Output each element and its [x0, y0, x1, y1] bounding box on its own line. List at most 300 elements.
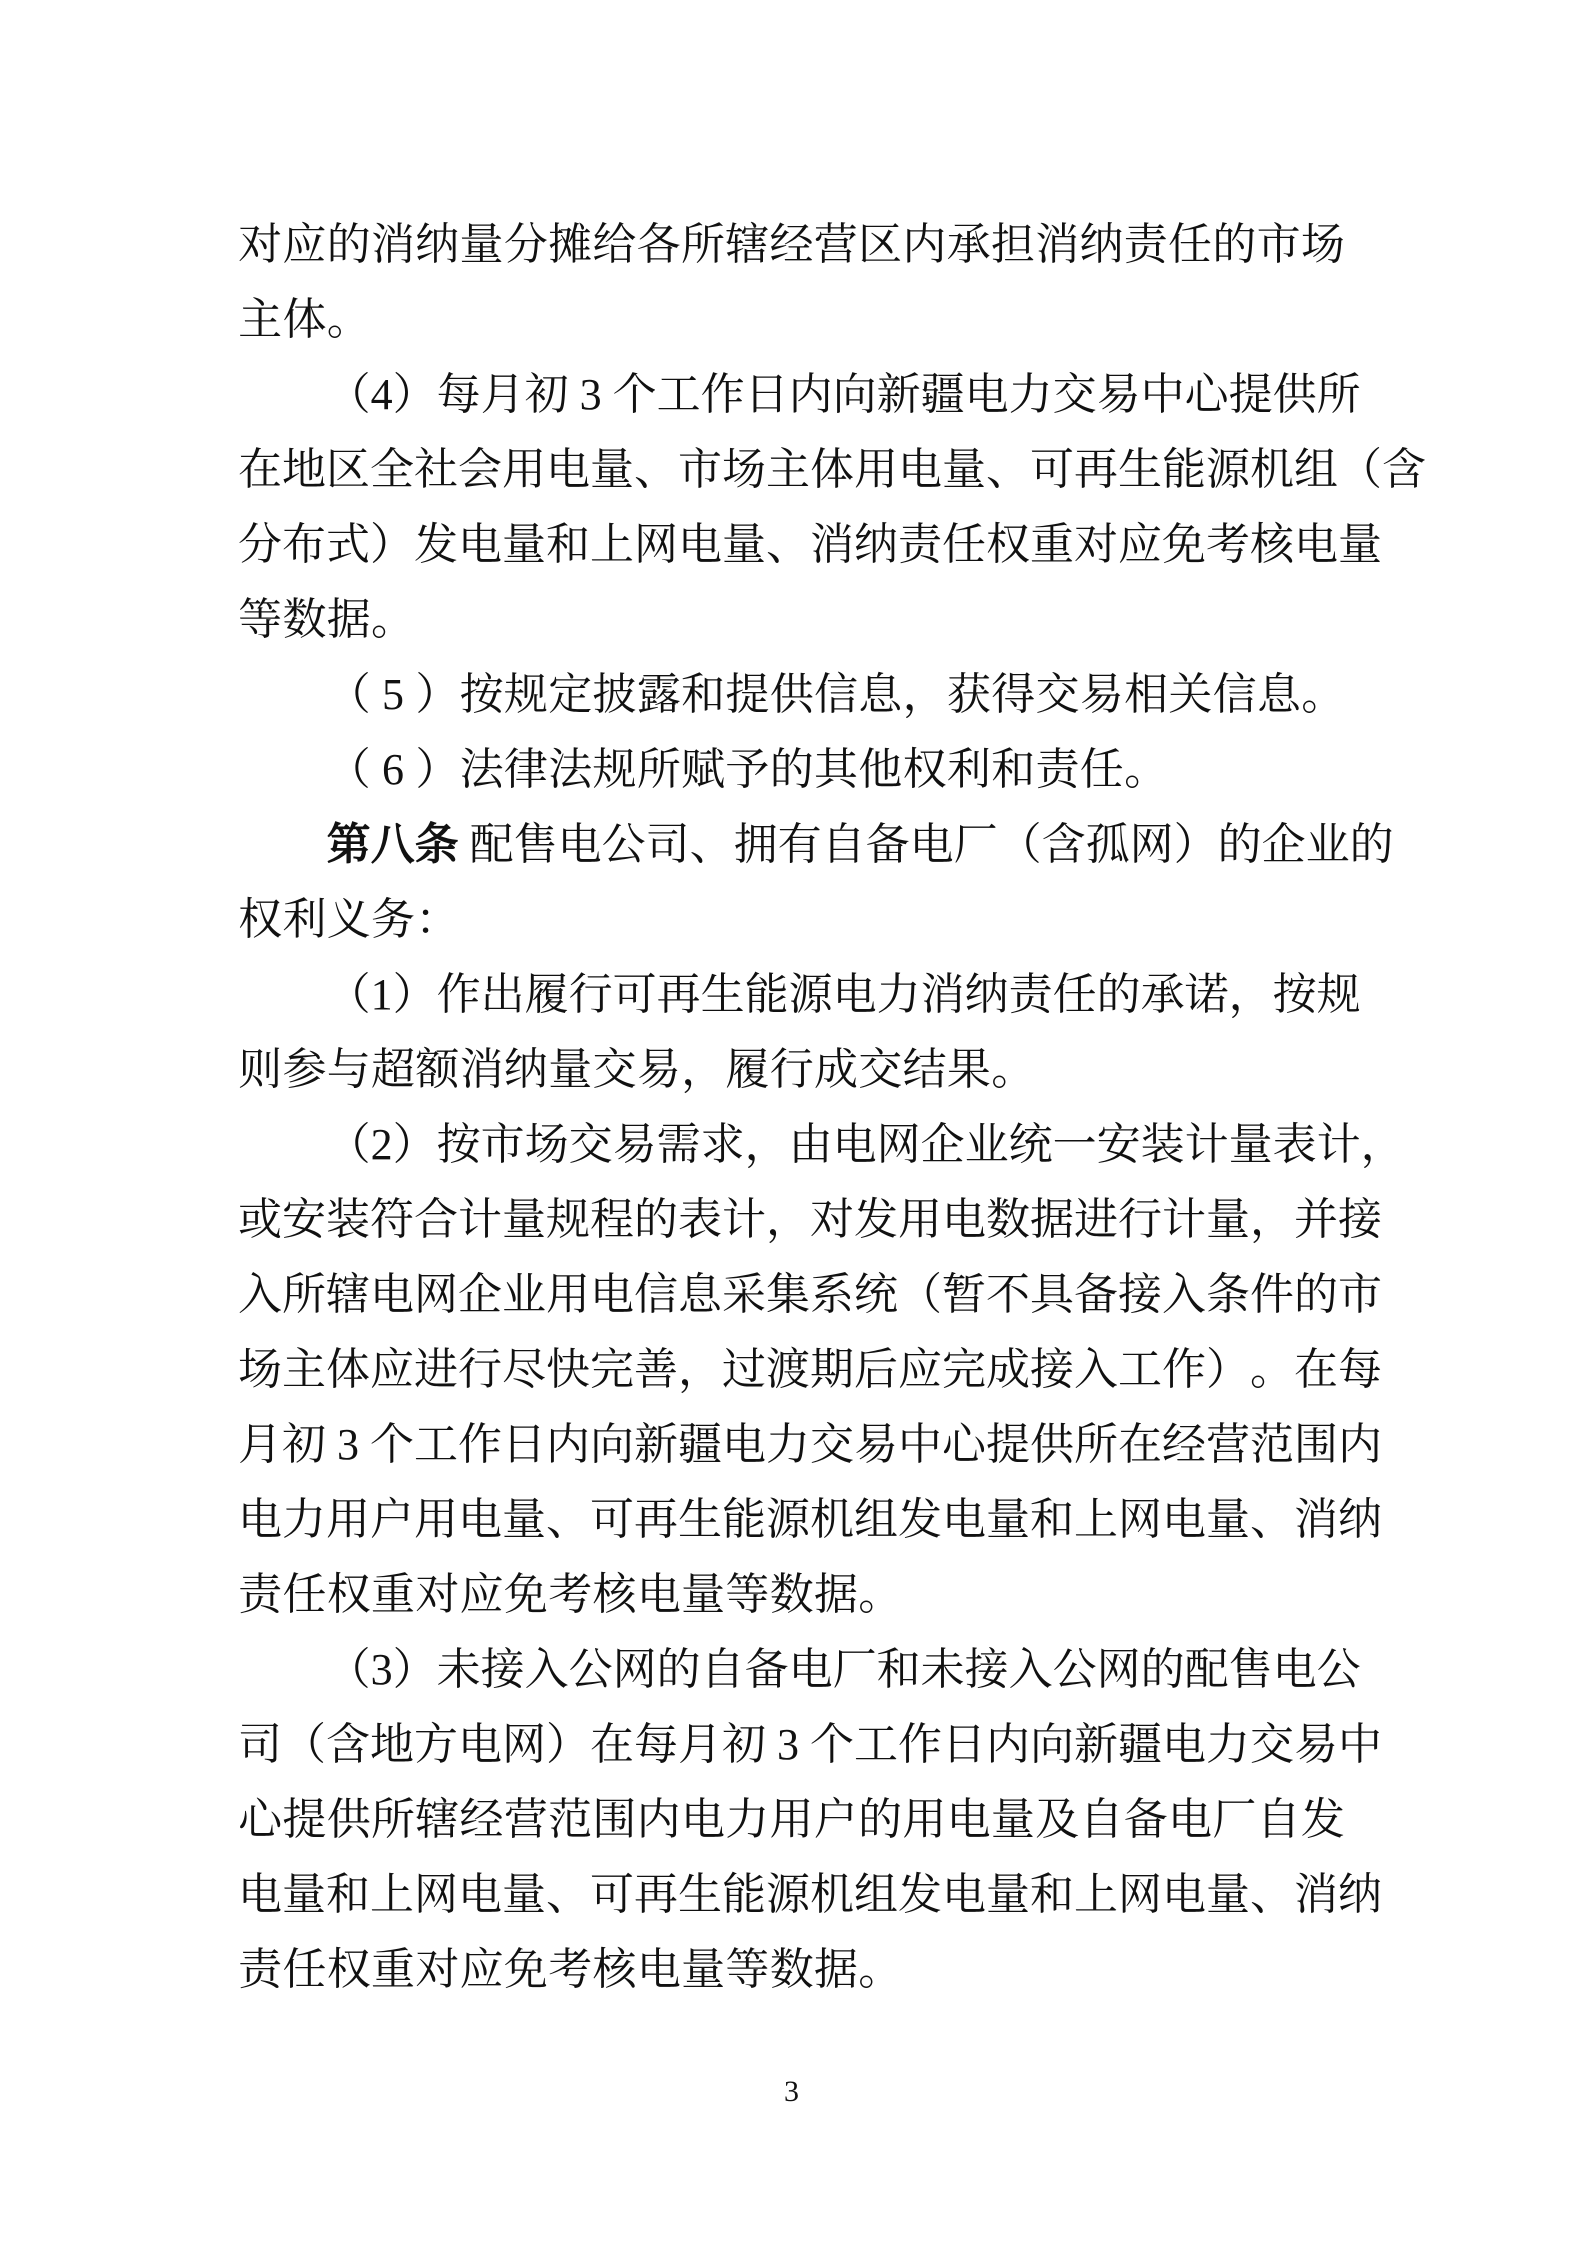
character: 再 — [634, 1495, 678, 1544]
character: 息 — [678, 1270, 722, 1319]
character: 有 — [777, 820, 822, 869]
character: 数 — [769, 1945, 814, 1994]
character: 行 — [769, 1045, 814, 1094]
character: 程 — [590, 1195, 634, 1244]
character: 和 — [991, 745, 1036, 794]
character: 含 — [1382, 445, 1426, 494]
character: 进 — [414, 1345, 458, 1394]
character: 分 — [238, 520, 282, 569]
character: 权 — [902, 745, 947, 794]
character: ） — [546, 1720, 590, 1769]
character: 公 — [601, 820, 646, 869]
character: 。 — [991, 1045, 1036, 1094]
character: 一 — [1052, 1120, 1097, 1169]
text-line — [238, 432, 1426, 507]
character: 自 — [821, 820, 866, 869]
character: 与 — [326, 1045, 371, 1094]
character: 可 — [1030, 445, 1074, 494]
character: 量 — [681, 1570, 726, 1619]
character: 力 — [1206, 1720, 1250, 1769]
character: 消 — [459, 1045, 504, 1094]
character: 息 — [1256, 670, 1301, 719]
character: 场 — [1300, 220, 1345, 269]
character: 力 — [876, 970, 921, 1019]
character: 法 — [459, 745, 504, 794]
character: 按 — [459, 670, 504, 719]
character: 计 — [458, 1195, 502, 1244]
character: 量 — [986, 1870, 1030, 1919]
character: 暂 — [942, 1270, 986, 1319]
text-line — [238, 507, 1382, 582]
character: 核 — [1250, 520, 1294, 569]
character: ） — [370, 520, 414, 569]
character: 6 — [382, 745, 405, 794]
character: 电 — [946, 1795, 991, 1844]
character: 经 — [1162, 1420, 1206, 1469]
character: 电 — [788, 1645, 833, 1694]
character: 应 — [1118, 520, 1162, 569]
character: 式 — [326, 520, 370, 569]
character: 。 — [858, 1945, 903, 1994]
character: 未 — [920, 1645, 965, 1694]
page-number-footer: 3 — [784, 2075, 799, 2108]
character: 作 — [700, 370, 745, 419]
character: 承 — [946, 220, 991, 269]
character: 纳 — [1338, 1870, 1382, 1919]
character: （ — [282, 1720, 326, 1769]
character: 上 — [1074, 1870, 1118, 1919]
character: ： — [415, 895, 460, 944]
character: 易 — [1096, 370, 1141, 419]
character: 获 — [946, 670, 991, 719]
character: 、 — [1250, 1870, 1294, 1919]
character: 工 — [854, 1720, 898, 1769]
character: 再 — [656, 970, 701, 1019]
character: 对 — [1074, 520, 1118, 569]
character: 3 — [777, 1720, 799, 1769]
character: 所 — [370, 1795, 415, 1844]
character: 权 — [238, 895, 283, 944]
character: 每 — [1338, 1345, 1382, 1394]
character: 权 — [986, 520, 1030, 569]
text-line — [238, 1482, 1382, 1557]
character: 市 — [480, 1120, 525, 1169]
character: 接 — [1338, 1195, 1382, 1244]
character: ， — [902, 670, 947, 719]
character: 用 — [902, 1795, 947, 1844]
character — [459, 807, 470, 882]
character: 网 — [876, 1120, 921, 1169]
character: 3 — [337, 1420, 359, 1469]
character: 内 — [1338, 1420, 1382, 1469]
character: 交 — [568, 1120, 613, 1169]
character: 电 — [964, 370, 1009, 419]
character: 息 — [858, 670, 903, 719]
character: 源 — [788, 970, 833, 1019]
character: 所 — [282, 1270, 326, 1319]
character: ， — [1250, 1195, 1294, 1244]
character: 内 — [902, 220, 947, 269]
character: 公 — [1052, 1645, 1097, 1694]
character: 内 — [636, 1795, 681, 1844]
character: 能 — [744, 970, 789, 1019]
character: 核 — [592, 1570, 637, 1619]
character: 围 — [1294, 1420, 1338, 1469]
character: 电 — [636, 1945, 681, 1994]
text-line — [238, 1107, 1405, 1182]
text-line — [238, 1257, 1382, 1332]
character: 新 — [1074, 1720, 1118, 1769]
character: 地 — [282, 445, 326, 494]
character: 供 — [326, 1795, 371, 1844]
character: 数 — [282, 595, 327, 644]
character: 辖 — [415, 1795, 460, 1844]
character: 易 — [1294, 1720, 1338, 1769]
character: 行 — [1118, 1195, 1162, 1244]
character: 进 — [1074, 1195, 1118, 1244]
character: 纳 — [503, 1045, 548, 1094]
character: 电 — [832, 1120, 877, 1169]
character: 、 — [689, 820, 734, 869]
text-line — [238, 657, 1345, 732]
character: 工 — [1118, 1345, 1162, 1394]
character: 诺 — [1184, 970, 1229, 1019]
character: 规 — [503, 670, 548, 719]
character: 体 — [810, 445, 854, 494]
character: 量 — [502, 1870, 546, 1919]
character: 定 — [548, 670, 593, 719]
character: 交 — [592, 1045, 637, 1094]
character: 任 — [282, 1570, 327, 1619]
character: 的 — [858, 1795, 903, 1844]
character: 场 — [722, 445, 766, 494]
character: 提 — [282, 1795, 327, 1844]
character: 、 — [546, 1495, 590, 1544]
character: 再 — [634, 1870, 678, 1919]
character: 和 — [326, 1870, 370, 1919]
character: 条 — [414, 820, 459, 869]
character: 接 — [964, 1645, 1009, 1694]
character: 网 — [502, 1720, 546, 1769]
character: 户 — [370, 1495, 414, 1544]
character: 摊 — [548, 220, 593, 269]
character: 方 — [414, 1720, 458, 1769]
character: 组 — [854, 1495, 898, 1544]
character: 在 — [1294, 1345, 1338, 1394]
character: 据 — [814, 1570, 858, 1619]
character: 的 — [1217, 820, 1262, 869]
text-line — [238, 1857, 1382, 1932]
character: 含 — [326, 1720, 370, 1769]
character: 或 — [238, 1195, 282, 1244]
character: 条 — [1206, 1270, 1250, 1319]
character: 发 — [1300, 1795, 1345, 1844]
character: 配 — [1184, 1645, 1229, 1694]
character: 供 — [1272, 370, 1317, 419]
character: 接 — [1118, 1270, 1162, 1319]
character: 心 — [942, 1420, 986, 1469]
character: 备 — [1074, 1270, 1118, 1319]
character: 每 — [436, 370, 481, 419]
character: 电 — [898, 445, 942, 494]
character: 提 — [1228, 370, 1273, 419]
character: 成 — [986, 1345, 1030, 1394]
character: 量 — [548, 1045, 593, 1094]
character: 公 — [1316, 1645, 1361, 1694]
character: 配 — [469, 820, 514, 869]
character: 出 — [480, 970, 525, 1019]
character: 责 — [238, 1945, 283, 1994]
character: 。 — [1301, 670, 1346, 719]
character: 疆 — [920, 370, 965, 419]
character: 企 — [1261, 820, 1306, 869]
character: 力 — [725, 1795, 770, 1844]
character: 纳 — [1338, 1495, 1382, 1544]
character: 内 — [788, 370, 833, 419]
character: 内 — [546, 1420, 590, 1469]
character: 辖 — [725, 220, 770, 269]
character: 作 — [1162, 1345, 1206, 1394]
character: 围 — [592, 1795, 637, 1844]
character: ） — [392, 370, 437, 419]
character: 区 — [326, 445, 370, 494]
character: 月 — [238, 1420, 282, 1469]
character: 交 — [1052, 370, 1097, 419]
character: 予 — [725, 745, 770, 794]
character: 营 — [1206, 1420, 1250, 1469]
character: 按 — [436, 1120, 481, 1169]
text-line — [238, 1707, 1382, 1782]
character: 符 — [370, 1195, 414, 1244]
text-line — [238, 1032, 1345, 1107]
character: 上 — [1074, 1495, 1118, 1544]
character: 核 — [592, 1945, 637, 1994]
character: 电 — [557, 820, 602, 869]
character: 电 — [1168, 1795, 1213, 1844]
character: 量 — [282, 1870, 326, 1919]
character: 和 — [876, 1645, 921, 1694]
character: 并 — [1294, 1195, 1338, 1244]
character: 疆 — [1118, 1720, 1162, 1769]
character: 机 — [1250, 445, 1294, 494]
character: 额 — [415, 1045, 460, 1094]
character: 新 — [634, 1420, 678, 1469]
text-line — [238, 732, 1345, 807]
character: 关 — [1168, 670, 1213, 719]
character: 网 — [414, 1270, 458, 1319]
character: 可 — [590, 1495, 634, 1544]
character: 信 — [814, 670, 858, 719]
character: 计 — [1162, 1195, 1206, 1244]
character: 法 — [548, 745, 593, 794]
character: ， — [1228, 970, 1273, 1019]
character: 纳 — [964, 970, 1009, 1019]
character: 责 — [1123, 220, 1168, 269]
character: 再 — [1074, 445, 1118, 494]
character: 免 — [503, 1570, 548, 1619]
character: 据 — [1030, 1195, 1074, 1244]
character: 可 — [590, 1870, 634, 1919]
character: 在 — [590, 1720, 634, 1769]
character: 量 — [1206, 1195, 1250, 1244]
character: 纳 — [1079, 220, 1124, 269]
character: 电 — [942, 1870, 986, 1919]
character: 初 — [722, 1720, 766, 1769]
character: 量 — [942, 445, 986, 494]
character: 电 — [458, 1720, 502, 1769]
character: 交 — [858, 1045, 903, 1094]
character: ） — [415, 670, 460, 719]
text-line — [238, 1332, 1382, 1407]
character: 数 — [769, 1570, 814, 1619]
character: 生 — [678, 1870, 722, 1919]
character: 易 — [636, 1045, 681, 1094]
character: 网 — [1118, 1870, 1162, 1919]
character: 市 — [1256, 220, 1301, 269]
character: 等 — [238, 595, 283, 644]
text-line — [238, 1932, 1345, 2007]
character: 电 — [678, 520, 722, 569]
character: 生 — [700, 970, 745, 1019]
character: 统 — [854, 1270, 898, 1319]
character: 件 — [1250, 1270, 1294, 1319]
character: 量 — [722, 520, 766, 569]
character: 果 — [946, 1045, 991, 1094]
character: 消 — [920, 970, 965, 1019]
character: （ — [326, 745, 371, 794]
character: 任 — [282, 1945, 327, 1994]
character: 心 — [238, 1795, 283, 1844]
character: 中 — [1338, 1720, 1382, 1769]
character: 利 — [282, 895, 327, 944]
character: 装 — [1140, 1120, 1185, 1169]
character: 。 — [1124, 745, 1169, 794]
character: 接 — [1030, 1345, 1074, 1394]
character: ） — [392, 970, 437, 1019]
character: 重 — [371, 1570, 416, 1619]
character: 能 — [1162, 445, 1206, 494]
character: 所 — [1074, 1420, 1118, 1469]
character: 营 — [813, 220, 858, 269]
character: 消 — [1294, 1495, 1338, 1544]
character: 发 — [854, 1195, 898, 1244]
character: 户 — [813, 1795, 858, 1844]
character: 电 — [458, 1495, 502, 1544]
character — [602, 357, 613, 432]
character: 结 — [902, 1045, 947, 1094]
character: 备 — [744, 1645, 789, 1694]
character: 自 — [1256, 1795, 1301, 1844]
character: 责 — [898, 520, 942, 569]
character: 中 — [1140, 370, 1185, 419]
character: 对 — [810, 1195, 854, 1244]
character: 业 — [502, 1270, 546, 1319]
character: ） — [392, 1120, 437, 1169]
character: 、 — [634, 445, 678, 494]
character: 的 — [1140, 1645, 1185, 1694]
character: 3 — [370, 1645, 393, 1694]
character: 、 — [546, 1870, 590, 1919]
character: 量 — [990, 1795, 1035, 1844]
character: 各 — [636, 220, 681, 269]
character: ） — [392, 1645, 437, 1694]
character: 过 — [722, 1345, 766, 1394]
character: 全 — [370, 445, 414, 494]
character: 机 — [810, 1495, 854, 1544]
character: 消 — [810, 520, 854, 569]
character: 公 — [568, 1645, 613, 1694]
character — [359, 1407, 370, 1482]
character: 地 — [370, 1720, 414, 1769]
character: 表 — [678, 1195, 722, 1244]
text-line — [238, 1557, 1345, 1632]
character: 求 — [700, 1120, 745, 1169]
character: 场 — [238, 1345, 282, 1394]
character: 用 — [502, 445, 546, 494]
character: 免 — [503, 1945, 548, 1994]
character: 机 — [810, 1870, 854, 1919]
character: 能 — [722, 1495, 766, 1544]
character: 得 — [991, 670, 1036, 719]
character: 重 — [371, 1945, 416, 1994]
character: 对 — [238, 220, 283, 269]
character: 渡 — [766, 1345, 810, 1394]
character: 电 — [832, 970, 877, 1019]
text-line — [238, 357, 1361, 432]
character: 易 — [854, 1420, 898, 1469]
character: 体 — [282, 295, 327, 344]
character: 上 — [370, 1870, 414, 1919]
character: 个 — [370, 1420, 414, 1469]
character: 电 — [1272, 1645, 1317, 1694]
character: 合 — [414, 1195, 458, 1244]
character: 。 — [1250, 1345, 1294, 1394]
character: 网 — [634, 520, 678, 569]
character: 接 — [480, 1645, 525, 1694]
character: 业 — [1305, 820, 1350, 869]
character: 交 — [1035, 670, 1080, 719]
character: 用 — [898, 1195, 942, 1244]
character: 安 — [282, 1195, 326, 1244]
character — [569, 357, 580, 432]
character: 新 — [876, 370, 921, 419]
character: 入 — [1074, 1345, 1118, 1394]
character: 源 — [766, 1870, 810, 1919]
character: 免 — [1162, 520, 1206, 569]
character: 具 — [1030, 1270, 1074, 1319]
character: 拥 — [733, 820, 778, 869]
character: 完 — [590, 1345, 634, 1394]
character: 供 — [1030, 1420, 1074, 1469]
character: 网 — [612, 1645, 657, 1694]
character: 入 — [1162, 1270, 1206, 1319]
character: 售 — [1228, 1645, 1273, 1694]
character: 的 — [769, 745, 814, 794]
character: 1 — [370, 970, 393, 1019]
character: 和 — [546, 520, 590, 569]
character: 信 — [1212, 670, 1257, 719]
character: 量 — [502, 1495, 546, 1544]
character: 组 — [1294, 445, 1338, 494]
character: 对 — [415, 1945, 460, 1994]
character: 交 — [1250, 1720, 1294, 1769]
text-line — [238, 282, 1345, 357]
character: 行 — [568, 970, 613, 1019]
character: 消 — [1035, 220, 1080, 269]
character: 组 — [854, 1870, 898, 1919]
character: 主 — [282, 1345, 326, 1394]
character: 网 — [1096, 1645, 1141, 1694]
